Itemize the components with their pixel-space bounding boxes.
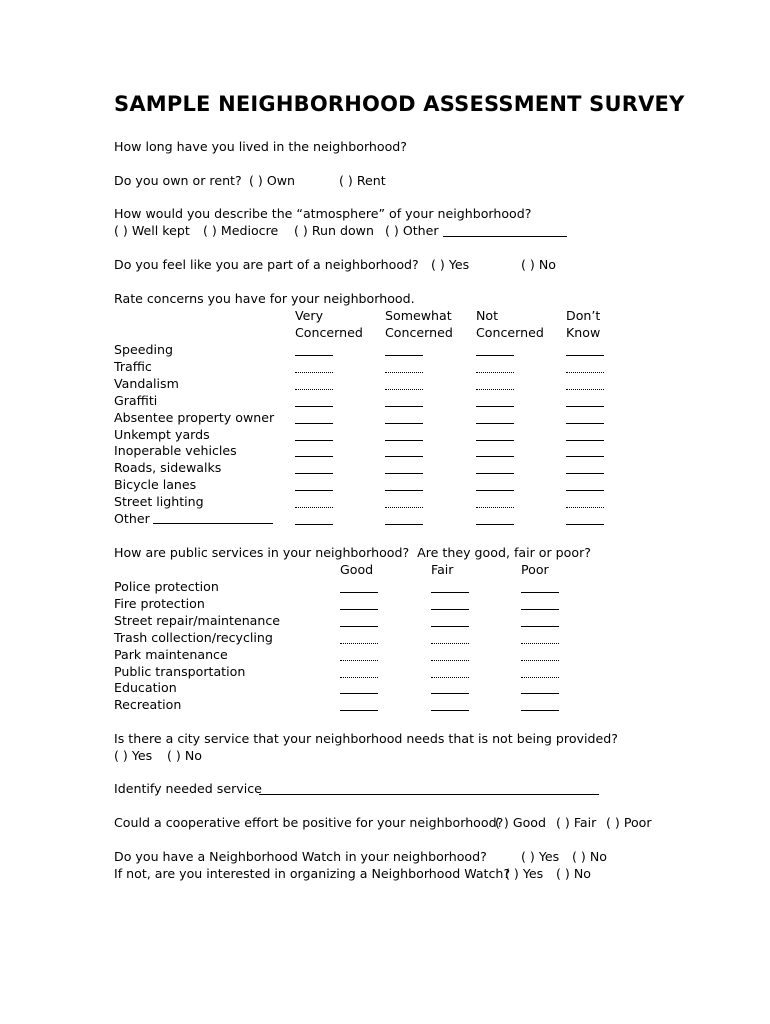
service-rating-blank[interactable]	[340, 643, 378, 644]
concern-rating-blank[interactable]	[385, 507, 423, 508]
option-other[interactable]: ( ) Other	[385, 223, 439, 238]
service-rating-blank[interactable]	[431, 643, 469, 644]
concern-item-label: Vandalism	[114, 375, 179, 391]
concern-rating-blank[interactable]	[476, 389, 514, 390]
concern-rating-blank[interactable]	[385, 524, 423, 525]
service-rating-blank[interactable]	[340, 609, 378, 610]
other-atmosphere-field[interactable]	[443, 236, 567, 237]
concern-rating-blank[interactable]	[385, 355, 423, 356]
service-item-label: Police protection	[114, 579, 219, 594]
question-services: How are public services in your neighborhood? Are they good, fair or poor?	[114, 545, 591, 560]
option-organize-yes[interactable]: ( ) Yes	[505, 866, 544, 881]
concern-rating-blank[interactable]	[295, 440, 333, 441]
identify-service-field[interactable]	[259, 794, 599, 795]
service-rating-blank[interactable]	[340, 626, 378, 627]
service-rating-blank[interactable]	[340, 677, 378, 678]
service-rating-blank[interactable]	[340, 710, 378, 711]
concern-rating-blank[interactable]	[566, 389, 604, 390]
concern-item-label: Unkempt yards	[114, 426, 210, 442]
concern-rating-blank[interactable]	[566, 524, 604, 525]
concern-item-label: Inoperable vehicles	[114, 443, 237, 459]
option-city-no[interactable]: ( ) No	[167, 748, 202, 763]
concern-rating-blank[interactable]	[476, 456, 514, 457]
concern-rating-blank[interactable]	[295, 524, 333, 525]
service-rating-blank[interactable]	[521, 693, 559, 694]
service-item-label: Fire protection	[114, 595, 205, 611]
concern-rating-blank[interactable]	[385, 406, 423, 407]
service-rating-blank[interactable]	[431, 710, 469, 711]
concern-item-label: Other	[114, 511, 150, 526]
other-concern-field[interactable]	[153, 523, 273, 524]
concern-header-1-0: Somewhat	[385, 308, 452, 323]
concern-header-3-1: Know	[566, 325, 601, 340]
service-rating-blank[interactable]	[431, 592, 469, 593]
concern-rating-blank[interactable]	[385, 372, 423, 373]
concern-rating-blank[interactable]	[476, 507, 514, 508]
concern-rating-blank[interactable]	[385, 490, 423, 491]
concern-item-label: Bicycle lanes	[114, 477, 197, 493]
concern-rating-blank[interactable]	[295, 355, 333, 356]
concern-rating-blank[interactable]	[295, 490, 333, 491]
concern-item-label: Speeding	[114, 342, 173, 357]
concern-rating-blank[interactable]	[566, 423, 604, 424]
option-coop-fair[interactable]: ( ) Fair	[556, 815, 597, 830]
concern-header-2-0: Not	[476, 308, 499, 323]
concern-rating-blank[interactable]	[566, 440, 604, 441]
option-part-no[interactable]: ( ) No	[521, 257, 556, 272]
question-organize: If not, are you interested in organizing a Neighborhood Watch?	[114, 866, 511, 881]
question-city-service: Is there a city service that your neighborhood needs that is not being provided?	[114, 731, 618, 746]
concern-rating-blank[interactable]	[385, 423, 423, 424]
concern-header-1-1: Concerned	[385, 325, 453, 340]
service-rating-blank[interactable]	[340, 592, 378, 593]
concern-rating-blank[interactable]	[385, 440, 423, 441]
service-item-label: Public transportation	[114, 663, 246, 679]
service-rating-blank[interactable]	[431, 693, 469, 694]
concern-rating-blank[interactable]	[476, 473, 514, 474]
service-rating-blank[interactable]	[340, 693, 378, 694]
service-rating-blank[interactable]	[521, 660, 559, 661]
concern-rating-blank[interactable]	[295, 423, 333, 424]
service-header: Fair	[431, 562, 454, 577]
option-watch-yes[interactable]: ( ) Yes	[521, 849, 560, 864]
concern-item-label: Graffiti	[114, 392, 158, 408]
question-own-rent: Do you own or rent?	[114, 173, 242, 188]
concern-rating-blank[interactable]	[476, 440, 514, 441]
concern-rating-blank[interactable]	[295, 372, 333, 373]
concern-rating-blank[interactable]	[295, 456, 333, 457]
service-item-label: Park maintenance	[114, 646, 228, 662]
concern-rating-blank[interactable]	[385, 456, 423, 457]
option-coop-good[interactable]: ( ) Good	[495, 815, 546, 830]
concern-rating-blank[interactable]	[295, 389, 333, 390]
concern-rating-blank[interactable]	[385, 473, 423, 474]
question-cooperative: Could a cooperative effort be positive for your neighborhood?	[114, 815, 504, 830]
concerns-intro: Rate concerns you have for your neighborhood.	[114, 291, 415, 306]
concern-item-label: Street lighting	[114, 494, 204, 510]
question-atmosphere: How would you describe the “atmosphere” of your neighborhood?	[114, 206, 532, 221]
service-rating-blank[interactable]	[431, 660, 469, 661]
service-item-label: Street repair/maintenance	[114, 612, 281, 628]
concern-rating-blank[interactable]	[476, 490, 514, 491]
concern-rating-blank[interactable]	[476, 524, 514, 525]
service-rating-blank[interactable]	[521, 643, 559, 644]
option-well-kept[interactable]: ( ) Well kept	[114, 223, 190, 238]
question-lived: How long have you lived in the neighborhood?	[114, 139, 407, 154]
concern-rating-blank[interactable]	[566, 473, 604, 474]
concern-rating-blank[interactable]	[295, 507, 333, 508]
service-rating-blank[interactable]	[521, 626, 559, 627]
option-rent[interactable]: ( ) Rent	[339, 173, 386, 188]
service-item-label: Trash collection/recycling	[114, 629, 273, 645]
service-item-label: Education	[114, 680, 177, 696]
identify-service-label: Identify needed service	[114, 781, 262, 796]
question-part-of-neighborhood: Do you feel like you are part of a neighborhood?	[114, 257, 419, 272]
concern-rating-blank[interactable]	[385, 389, 423, 390]
concern-rating-blank[interactable]	[476, 406, 514, 407]
service-rating-blank[interactable]	[431, 609, 469, 610]
service-rating-blank[interactable]	[340, 660, 378, 661]
concern-rating-blank[interactable]	[566, 406, 604, 407]
option-part-yes[interactable]: ( ) Yes	[431, 257, 470, 272]
service-rating-blank[interactable]	[521, 609, 559, 610]
service-rating-blank[interactable]	[431, 626, 469, 627]
concern-item-label: Absentee property owner	[114, 409, 275, 425]
concern-rating-blank[interactable]	[566, 456, 604, 457]
service-rating-blank[interactable]	[521, 710, 559, 711]
option-organize-no[interactable]: ( ) No	[556, 866, 591, 881]
concern-header-0-1: Concerned	[295, 325, 363, 340]
question-watch: Do you have a Neighborhood Watch in your neighborhood?	[114, 849, 487, 864]
concern-rating-blank[interactable]	[476, 423, 514, 424]
service-item-label: Recreation	[114, 697, 182, 713]
option-watch-no[interactable]: ( ) No	[572, 849, 607, 864]
concern-header-0-0: Very	[295, 308, 324, 323]
page-title: SAMPLE NEIGHBORHOOD ASSESSMENT SURVEY	[114, 92, 685, 116]
concern-rating-blank[interactable]	[566, 355, 604, 356]
option-own[interactable]: ( ) Own	[249, 173, 296, 188]
concern-rating-blank[interactable]	[566, 372, 604, 373]
concern-item-label: Traffic	[114, 358, 152, 374]
service-rating-blank[interactable]	[521, 592, 559, 593]
concern-header-2-1: Concerned	[476, 325, 544, 340]
option-run-down[interactable]: ( ) Run down	[294, 223, 374, 238]
concern-rating-blank[interactable]	[295, 473, 333, 474]
service-header: Good	[340, 562, 374, 577]
concern-rating-blank[interactable]	[566, 507, 604, 508]
option-mediocre[interactable]: ( ) Mediocre	[203, 223, 279, 238]
service-rating-blank[interactable]	[431, 677, 469, 678]
concern-rating-blank[interactable]	[476, 372, 514, 373]
concern-rating-blank[interactable]	[295, 406, 333, 407]
service-header: Poor	[521, 562, 549, 577]
concern-header-3-0: Don’t	[566, 308, 601, 323]
concern-rating-blank[interactable]	[476, 355, 514, 356]
concern-item-label: Roads, sidewalks	[114, 460, 222, 476]
service-rating-blank[interactable]	[521, 677, 559, 678]
option-city-yes[interactable]: ( ) Yes	[114, 748, 153, 763]
option-coop-poor[interactable]: ( ) Poor	[606, 815, 652, 830]
concern-rating-blank[interactable]	[566, 490, 604, 491]
